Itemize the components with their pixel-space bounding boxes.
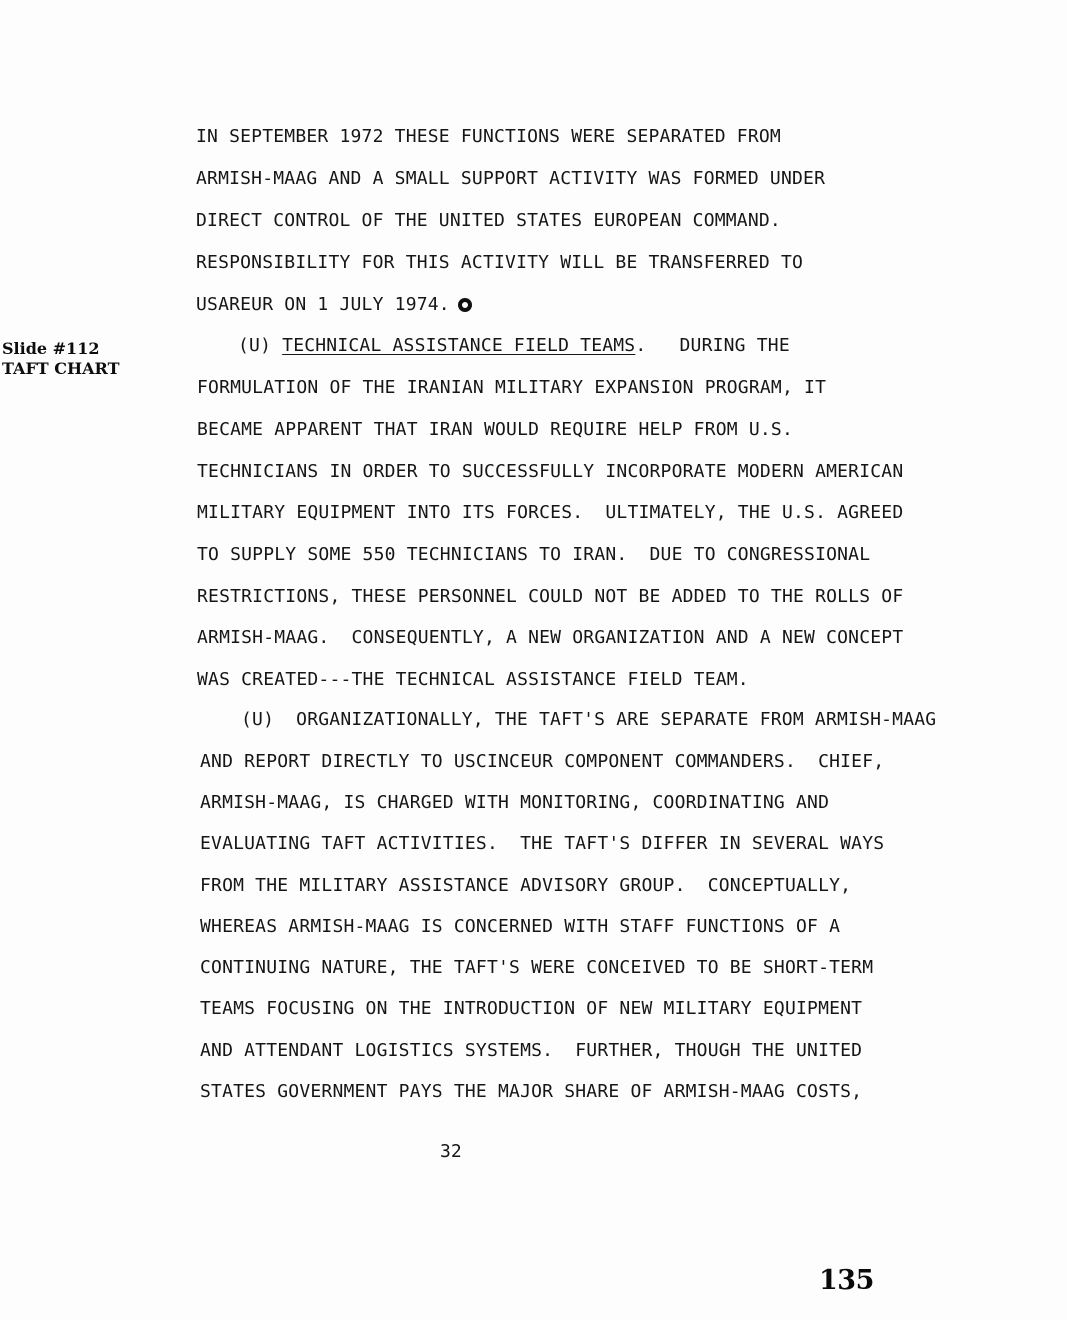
text-line: STATES GOVERNMENT PAYS THE MAJOR SHARE OF ARMISH-MAAG COSTS,: [200, 1081, 863, 1102]
section-heading-line: [238, 335, 790, 357]
text-line: WAS CREATED---THE TECHNICAL ASSISTANCE FIELD TEAM.: [197, 669, 749, 690]
text-line-with-mark: [196, 294, 472, 316]
text-line: EVALUATING TAFT ACTIVITIES. THE TAFT'S DIFFER IN SEVERAL WAYS: [200, 833, 885, 854]
heading-line-rest: . DURING THE: [635, 335, 790, 356]
text-line: TECHNICIANS IN ORDER TO SUCCESSFULLY INCORPORATE MODERN AMERICAN: [197, 461, 904, 482]
text-line: WHEREAS ARMISH-MAAG IS CONCERNED WITH STAFF FUNCTIONS OF A: [200, 916, 841, 937]
section-heading: TECHNICAL ASSISTANCE FIELD TEAMS: [282, 335, 636, 356]
text-line: AND ATTENDANT LOGISTICS SYSTEMS. FURTHER, THOUGH THE UNITED: [200, 1040, 863, 1061]
text-line: FROM THE MILITARY ASSISTANCE ADVISORY GROUP. CONCEPTUALLY,: [200, 875, 852, 896]
text-line: TEAMS FOCUSING ON THE INTRODUCTION OF NEW MILITARY EQUIPMENT: [200, 998, 863, 1019]
margin-note-slide: Slide #112: [2, 339, 100, 358]
text-line: MILITARY EQUIPMENT INTO ITS FORCES. ULTIMATELY, THE U.S. AGREED: [197, 502, 904, 523]
text-line: ARMISH-MAAG AND A SMALL SUPPORT ACTIVITY WAS FORMED UNDER: [196, 168, 826, 189]
text-line: BECAME APPARENT THAT IRAN WOULD REQUIRE HELP FROM U.S.: [197, 419, 793, 440]
stamp-number: 135: [819, 1265, 874, 1296]
page-number: 32: [440, 1141, 462, 1162]
text-line: ARMISH-MAAG. CONSEQUENTLY, A NEW ORGANIZATION AND A NEW CONCEPT: [197, 627, 904, 648]
text-line: RESPONSIBILITY FOR THIS ACTIVITY WILL BE TRANSFERRED TO: [196, 252, 804, 273]
text-line: TO SUPPLY SOME 550 TECHNICIANS TO IRAN. DUE TO CONGRESSIONAL: [197, 544, 871, 565]
text-line: USAREUR ON 1 JULY 1974.: [196, 294, 450, 315]
text-line: CONTINUING NATURE, THE TAFT'S WERE CONCEIVED TO BE SHORT-TERM: [200, 957, 874, 978]
text-line: DIRECT CONTROL OF THE UNITED STATES EUROPEAN COMMAND.: [196, 210, 781, 231]
text-line: ARMISH-MAAG, IS CHARGED WITH MONITORING, COORDINATING AND: [200, 792, 830, 813]
margin-note-chart: TAFT CHART: [2, 359, 120, 378]
text-line: AND REPORT DIRECTLY TO USCINCEUR COMPONENT COMMANDERS. CHIEF,: [200, 751, 885, 772]
paragraph-marking: (U): [238, 335, 283, 356]
text-line: RESTRICTIONS, THESE PERSONNEL COULD NOT BE ADDED TO THE ROLLS OF: [197, 586, 904, 607]
circle-mark-icon: [458, 298, 472, 312]
text-line: FORMULATION OF THE IRANIAN MILITARY EXPANSION PROGRAM, IT: [197, 377, 827, 398]
text-line: IN SEPTEMBER 1972 THESE FUNCTIONS WERE SEPARATED FROM: [196, 126, 781, 147]
text-line: (U) ORGANIZATIONALLY, THE TAFT'S ARE SEPARATE FROM ARMISH-MAAG: [241, 709, 937, 730]
